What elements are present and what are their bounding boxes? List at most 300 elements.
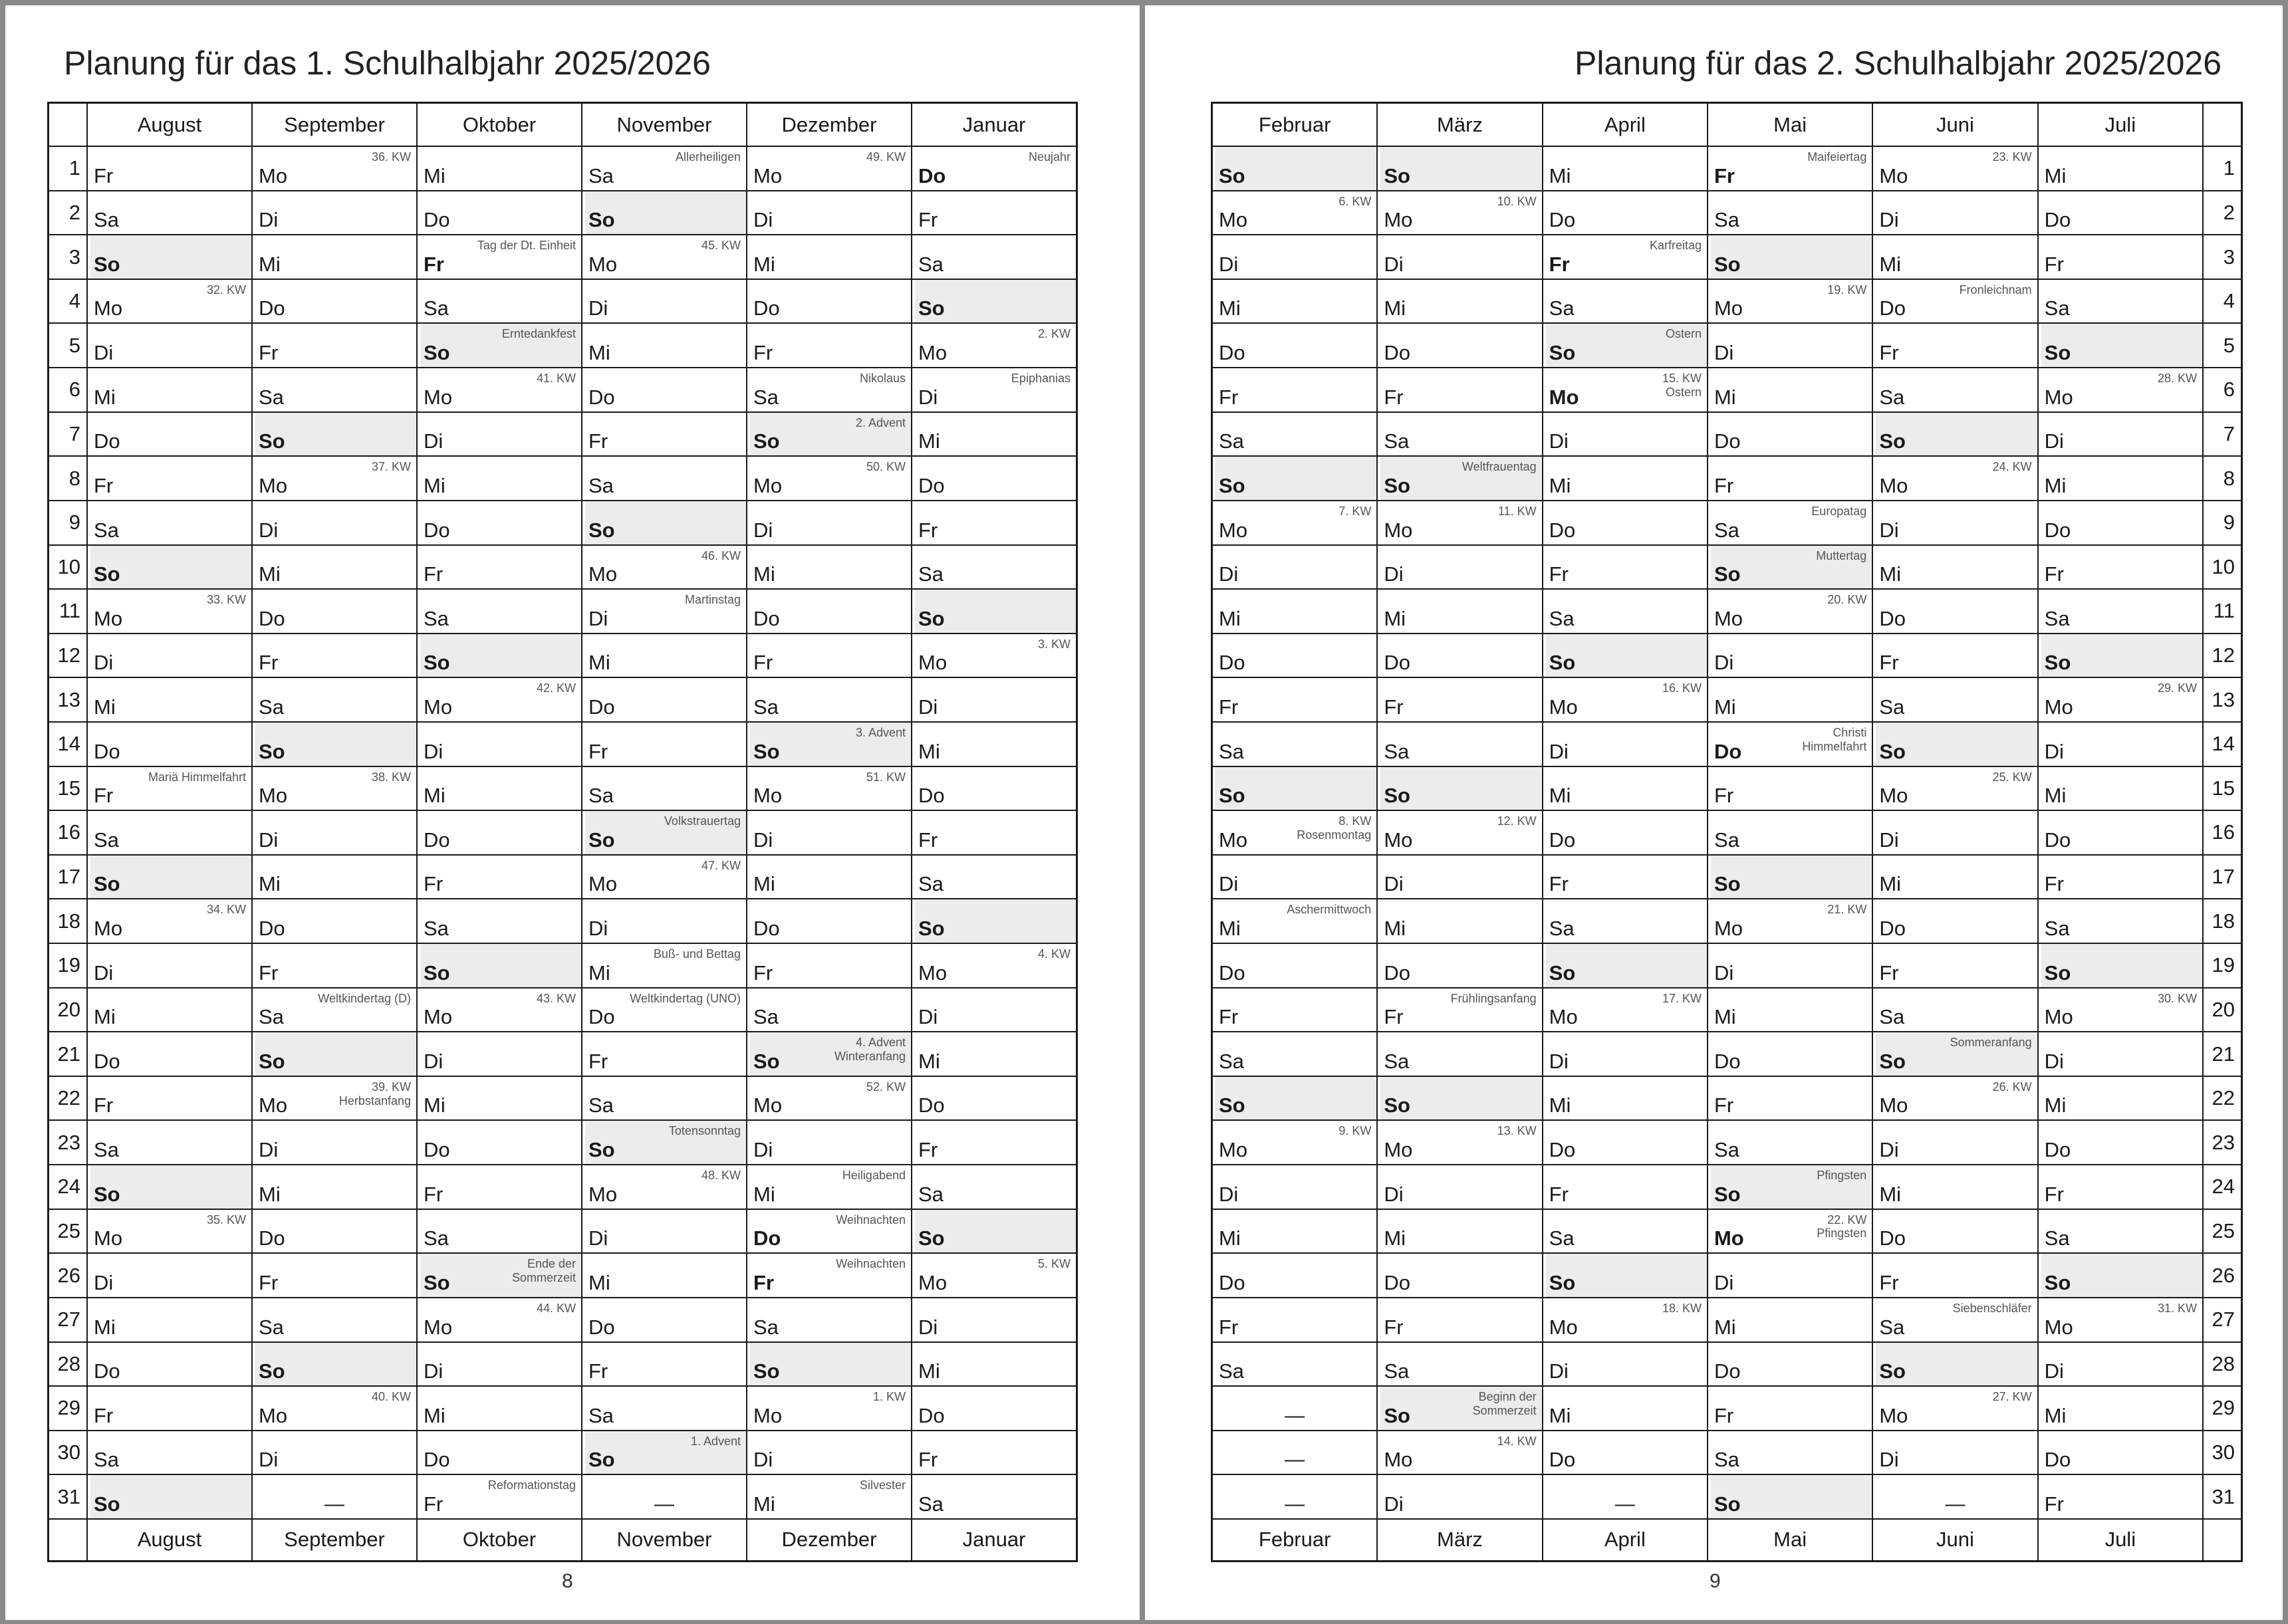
day-cell[interactable] bbox=[88, 324, 251, 367]
day-cell[interactable] bbox=[418, 546, 581, 589]
day-cell[interactable] bbox=[582, 1165, 746, 1209]
day-cell[interactable] bbox=[582, 899, 746, 943]
day-cell[interactable] bbox=[1708, 280, 1872, 323]
day-cell[interactable] bbox=[1378, 988, 1541, 1032]
day-cell[interactable] bbox=[747, 767, 911, 810]
day-cell[interactable] bbox=[1543, 235, 1707, 279]
day-cell[interactable] bbox=[747, 590, 911, 633]
day-cell[interactable] bbox=[1378, 590, 1541, 633]
day-cell[interactable] bbox=[2039, 1121, 2202, 1164]
day-cell[interactable] bbox=[582, 191, 746, 235]
day-cell[interactable] bbox=[88, 1077, 251, 1120]
day-cell[interactable] bbox=[1873, 1387, 2037, 1430]
day-cell[interactable] bbox=[418, 280, 581, 323]
day-cell[interactable] bbox=[1543, 811, 1707, 854]
day-cell[interactable] bbox=[912, 899, 1076, 943]
day-cell[interactable] bbox=[1378, 191, 1541, 235]
day-cell[interactable] bbox=[253, 988, 416, 1032]
day-cell[interactable] bbox=[747, 546, 911, 589]
day-cell[interactable] bbox=[1378, 856, 1541, 899]
day-cell[interactable] bbox=[912, 590, 1076, 633]
day-cell[interactable] bbox=[912, 1077, 1076, 1120]
day-cell[interactable] bbox=[1213, 501, 1376, 544]
day-cell[interactable] bbox=[747, 1210, 911, 1253]
day-cell[interactable] bbox=[1378, 147, 1541, 190]
day-cell[interactable] bbox=[1708, 678, 1872, 721]
day-cell[interactable] bbox=[1378, 235, 1541, 279]
day-cell[interactable] bbox=[418, 501, 581, 544]
day-cell[interactable] bbox=[1378, 457, 1541, 500]
day-cell[interactable] bbox=[747, 368, 911, 411]
day-cell[interactable] bbox=[1708, 1165, 1872, 1209]
day-cell[interactable] bbox=[1213, 1298, 1376, 1341]
day-cell[interactable] bbox=[1873, 678, 2037, 721]
day-cell[interactable] bbox=[582, 678, 746, 721]
day-cell[interactable] bbox=[1213, 1431, 1376, 1474]
day-cell[interactable] bbox=[747, 457, 911, 500]
day-cell[interactable] bbox=[912, 1254, 1076, 1297]
day-cell[interactable] bbox=[1378, 1121, 1541, 1164]
day-cell[interactable] bbox=[912, 457, 1076, 500]
day-cell[interactable] bbox=[2039, 678, 2202, 721]
day-cell[interactable] bbox=[1543, 899, 1707, 943]
day-cell[interactable] bbox=[2039, 1254, 2202, 1297]
day-cell[interactable] bbox=[1873, 811, 2037, 854]
day-cell[interactable] bbox=[1708, 1210, 1872, 1253]
day-cell[interactable] bbox=[253, 1210, 416, 1253]
day-cell[interactable] bbox=[2039, 1165, 2202, 1209]
day-cell[interactable] bbox=[1213, 546, 1376, 589]
day-cell[interactable] bbox=[912, 723, 1076, 766]
day-cell[interactable] bbox=[2039, 1210, 2202, 1253]
day-cell[interactable] bbox=[2039, 856, 2202, 899]
day-cell[interactable] bbox=[1873, 723, 2037, 766]
day-cell[interactable] bbox=[88, 944, 251, 987]
day-cell[interactable] bbox=[1873, 1431, 2037, 1474]
day-cell[interactable] bbox=[1873, 501, 2037, 544]
day-cell[interactable] bbox=[912, 191, 1076, 235]
day-cell[interactable] bbox=[747, 1475, 911, 1518]
day-cell[interactable] bbox=[582, 1431, 746, 1474]
day-cell[interactable] bbox=[912, 1210, 1076, 1253]
day-cell[interactable] bbox=[912, 546, 1076, 589]
day-cell[interactable] bbox=[582, 1343, 746, 1386]
day-cell[interactable] bbox=[912, 1165, 1076, 1209]
day-cell[interactable] bbox=[747, 501, 911, 544]
day-cell[interactable] bbox=[88, 457, 251, 500]
day-cell[interactable] bbox=[253, 1298, 416, 1341]
day-cell[interactable] bbox=[2039, 634, 2202, 677]
day-cell[interactable] bbox=[582, 546, 746, 589]
day-cell[interactable] bbox=[912, 147, 1076, 190]
day-cell[interactable] bbox=[88, 280, 251, 323]
day-cell[interactable] bbox=[582, 280, 746, 323]
day-cell[interactable] bbox=[418, 324, 581, 367]
day-cell[interactable] bbox=[1873, 988, 2037, 1032]
day-cell[interactable] bbox=[253, 235, 416, 279]
day-cell[interactable] bbox=[582, 634, 746, 677]
day-cell[interactable] bbox=[418, 634, 581, 677]
day-cell[interactable] bbox=[2039, 191, 2202, 235]
day-cell[interactable] bbox=[418, 1121, 581, 1164]
day-cell[interactable] bbox=[1708, 811, 1872, 854]
day-cell[interactable] bbox=[1708, 501, 1872, 544]
day-cell[interactable] bbox=[418, 1077, 581, 1120]
day-cell[interactable] bbox=[582, 723, 746, 766]
day-cell[interactable] bbox=[1873, 147, 2037, 190]
day-cell[interactable] bbox=[1543, 1121, 1707, 1164]
day-cell[interactable] bbox=[747, 191, 911, 235]
day-cell[interactable] bbox=[1708, 944, 1872, 987]
day-cell[interactable] bbox=[253, 324, 416, 367]
day-cell[interactable] bbox=[1378, 324, 1541, 367]
day-cell[interactable] bbox=[1873, 767, 2037, 810]
day-cell[interactable] bbox=[2039, 1431, 2202, 1474]
day-cell[interactable] bbox=[582, 1387, 746, 1430]
day-cell[interactable] bbox=[253, 678, 416, 721]
day-cell[interactable] bbox=[1378, 501, 1541, 544]
day-cell[interactable] bbox=[1708, 147, 1872, 190]
day-cell[interactable] bbox=[1213, 1165, 1376, 1209]
day-cell[interactable] bbox=[88, 1298, 251, 1341]
day-cell[interactable] bbox=[88, 1032, 251, 1076]
day-cell[interactable] bbox=[418, 147, 581, 190]
day-cell[interactable] bbox=[1543, 723, 1707, 766]
day-cell[interactable] bbox=[418, 1387, 581, 1430]
day-cell[interactable] bbox=[1543, 413, 1707, 456]
day-cell[interactable] bbox=[1543, 590, 1707, 633]
day-cell[interactable] bbox=[747, 1121, 911, 1164]
day-cell[interactable] bbox=[88, 811, 251, 854]
day-cell[interactable] bbox=[1873, 324, 2037, 367]
day-cell[interactable] bbox=[253, 1343, 416, 1386]
day-cell[interactable] bbox=[1378, 678, 1541, 721]
day-cell[interactable] bbox=[582, 413, 746, 456]
day-cell[interactable] bbox=[88, 1431, 251, 1474]
day-cell[interactable] bbox=[1213, 1032, 1376, 1076]
day-cell[interactable] bbox=[1213, 191, 1376, 235]
day-cell[interactable] bbox=[1213, 147, 1376, 190]
day-cell[interactable] bbox=[418, 413, 581, 456]
day-cell[interactable] bbox=[1378, 1254, 1541, 1297]
day-cell[interactable] bbox=[912, 1032, 1076, 1076]
day-cell[interactable] bbox=[253, 767, 416, 810]
day-cell[interactable] bbox=[1213, 1210, 1376, 1253]
day-cell[interactable] bbox=[1213, 678, 1376, 721]
day-cell[interactable] bbox=[253, 1254, 416, 1297]
day-cell[interactable] bbox=[88, 1475, 251, 1518]
day-cell[interactable] bbox=[418, 590, 581, 633]
day-cell[interactable] bbox=[88, 590, 251, 633]
day-cell[interactable] bbox=[418, 767, 581, 810]
day-cell[interactable] bbox=[582, 856, 746, 899]
day-cell[interactable] bbox=[1708, 1298, 1872, 1341]
day-cell[interactable] bbox=[1873, 1032, 2037, 1076]
day-cell[interactable] bbox=[88, 1254, 251, 1297]
day-cell[interactable] bbox=[2039, 1032, 2202, 1076]
day-cell[interactable] bbox=[747, 1165, 911, 1209]
day-cell[interactable] bbox=[418, 856, 581, 899]
day-cell[interactable] bbox=[1378, 1298, 1541, 1341]
day-cell[interactable] bbox=[1708, 1254, 1872, 1297]
day-cell[interactable] bbox=[912, 1475, 1076, 1518]
day-cell[interactable] bbox=[1543, 1077, 1707, 1120]
day-cell[interactable] bbox=[253, 856, 416, 899]
day-cell[interactable] bbox=[1873, 1121, 2037, 1164]
day-cell[interactable] bbox=[582, 501, 746, 544]
day-cell[interactable] bbox=[582, 944, 746, 987]
day-cell[interactable] bbox=[88, 678, 251, 721]
day-cell[interactable] bbox=[1378, 1165, 1541, 1209]
day-cell[interactable] bbox=[418, 457, 581, 500]
day-cell[interactable] bbox=[1543, 1387, 1707, 1430]
day-cell[interactable] bbox=[747, 856, 911, 899]
day-cell[interactable] bbox=[418, 1431, 581, 1474]
day-cell[interactable] bbox=[1378, 280, 1541, 323]
day-cell[interactable] bbox=[1378, 413, 1541, 456]
day-cell[interactable] bbox=[1543, 634, 1707, 677]
day-cell[interactable] bbox=[1708, 1475, 1872, 1518]
day-cell[interactable] bbox=[88, 368, 251, 411]
day-cell[interactable] bbox=[253, 590, 416, 633]
day-cell[interactable] bbox=[1378, 1387, 1541, 1430]
day-cell[interactable] bbox=[2039, 590, 2202, 633]
day-cell[interactable] bbox=[88, 1121, 251, 1164]
day-cell[interactable] bbox=[1543, 191, 1707, 235]
day-cell[interactable] bbox=[1873, 1165, 2037, 1209]
day-cell[interactable] bbox=[582, 235, 746, 279]
day-cell[interactable] bbox=[912, 988, 1076, 1032]
day-cell[interactable] bbox=[747, 723, 911, 766]
day-cell[interactable] bbox=[747, 811, 911, 854]
day-cell[interactable] bbox=[1213, 1475, 1376, 1518]
day-cell[interactable] bbox=[1873, 191, 2037, 235]
day-cell[interactable] bbox=[747, 280, 911, 323]
day-cell[interactable] bbox=[2039, 723, 2202, 766]
day-cell[interactable] bbox=[1708, 590, 1872, 633]
day-cell[interactable] bbox=[1873, 546, 2037, 589]
day-cell[interactable] bbox=[582, 324, 746, 367]
day-cell[interactable] bbox=[582, 368, 746, 411]
day-cell[interactable] bbox=[253, 457, 416, 500]
day-cell[interactable] bbox=[253, 634, 416, 677]
day-cell[interactable] bbox=[1543, 1475, 1707, 1518]
day-cell[interactable] bbox=[1543, 457, 1707, 500]
day-cell[interactable] bbox=[1378, 1032, 1541, 1076]
day-cell[interactable] bbox=[582, 1077, 746, 1120]
day-cell[interactable] bbox=[582, 1254, 746, 1297]
day-cell[interactable] bbox=[1873, 1077, 2037, 1120]
day-cell[interactable] bbox=[418, 1210, 581, 1253]
day-cell[interactable] bbox=[1543, 1254, 1707, 1297]
day-cell[interactable] bbox=[1213, 856, 1376, 899]
day-cell[interactable] bbox=[2039, 147, 2202, 190]
day-cell[interactable] bbox=[2039, 944, 2202, 987]
day-cell[interactable] bbox=[1708, 1387, 1872, 1430]
day-cell[interactable] bbox=[88, 767, 251, 810]
day-cell[interactable] bbox=[1213, 235, 1376, 279]
day-cell[interactable] bbox=[88, 988, 251, 1032]
day-cell[interactable] bbox=[1708, 1121, 1872, 1164]
day-cell[interactable] bbox=[582, 590, 746, 633]
day-cell[interactable] bbox=[1213, 899, 1376, 943]
day-cell[interactable] bbox=[747, 147, 911, 190]
day-cell[interactable] bbox=[1213, 368, 1376, 411]
day-cell[interactable] bbox=[1543, 1431, 1707, 1474]
day-cell[interactable] bbox=[253, 368, 416, 411]
day-cell[interactable] bbox=[418, 235, 581, 279]
day-cell[interactable] bbox=[747, 1298, 911, 1341]
day-cell[interactable] bbox=[253, 899, 416, 943]
day-cell[interactable] bbox=[1543, 944, 1707, 987]
day-cell[interactable] bbox=[1708, 899, 1872, 943]
day-cell[interactable] bbox=[1213, 767, 1376, 810]
day-cell[interactable] bbox=[1378, 767, 1541, 810]
day-cell[interactable] bbox=[88, 191, 251, 235]
day-cell[interactable] bbox=[253, 723, 416, 766]
day-cell[interactable] bbox=[418, 1298, 581, 1341]
day-cell[interactable] bbox=[1543, 1165, 1707, 1209]
day-cell[interactable] bbox=[253, 546, 416, 589]
day-cell[interactable] bbox=[1708, 235, 1872, 279]
day-cell[interactable] bbox=[1213, 457, 1376, 500]
day-cell[interactable] bbox=[88, 1343, 251, 1386]
day-cell[interactable] bbox=[747, 1032, 911, 1076]
day-cell[interactable] bbox=[88, 634, 251, 677]
day-cell[interactable] bbox=[1873, 590, 2037, 633]
day-cell[interactable] bbox=[1378, 1431, 1541, 1474]
day-cell[interactable] bbox=[1873, 413, 2037, 456]
day-cell[interactable] bbox=[912, 501, 1076, 544]
day-cell[interactable] bbox=[1543, 988, 1707, 1032]
day-cell[interactable] bbox=[1213, 1387, 1376, 1430]
day-cell[interactable] bbox=[1213, 413, 1376, 456]
day-cell[interactable] bbox=[747, 1077, 911, 1120]
day-cell[interactable] bbox=[1708, 324, 1872, 367]
day-cell[interactable] bbox=[253, 1475, 416, 1518]
day-cell[interactable] bbox=[747, 899, 911, 943]
day-cell[interactable] bbox=[1873, 1298, 2037, 1341]
day-cell[interactable] bbox=[912, 235, 1076, 279]
day-cell[interactable] bbox=[1378, 811, 1541, 854]
day-cell[interactable] bbox=[912, 678, 1076, 721]
day-cell[interactable] bbox=[912, 413, 1076, 456]
day-cell[interactable] bbox=[1708, 1077, 1872, 1120]
day-cell[interactable] bbox=[2039, 988, 2202, 1032]
day-cell[interactable] bbox=[912, 1431, 1076, 1474]
day-cell[interactable] bbox=[1873, 1343, 2037, 1386]
day-cell[interactable] bbox=[1543, 767, 1707, 810]
day-cell[interactable] bbox=[747, 634, 911, 677]
day-cell[interactable] bbox=[582, 1032, 746, 1076]
day-cell[interactable] bbox=[418, 899, 581, 943]
day-cell[interactable] bbox=[912, 767, 1076, 810]
day-cell[interactable] bbox=[1543, 147, 1707, 190]
day-cell[interactable] bbox=[253, 191, 416, 235]
day-cell[interactable] bbox=[253, 413, 416, 456]
day-cell[interactable] bbox=[2039, 235, 2202, 279]
day-cell[interactable] bbox=[912, 280, 1076, 323]
day-cell[interactable] bbox=[582, 811, 746, 854]
day-cell[interactable] bbox=[418, 988, 581, 1032]
day-cell[interactable] bbox=[1708, 191, 1872, 235]
day-cell[interactable] bbox=[253, 1032, 416, 1076]
day-cell[interactable] bbox=[912, 856, 1076, 899]
day-cell[interactable] bbox=[253, 944, 416, 987]
day-cell[interactable] bbox=[1378, 1475, 1541, 1518]
day-cell[interactable] bbox=[1213, 1343, 1376, 1386]
day-cell[interactable] bbox=[418, 191, 581, 235]
day-cell[interactable] bbox=[1213, 280, 1376, 323]
day-cell[interactable] bbox=[1213, 1254, 1376, 1297]
day-cell[interactable] bbox=[1708, 856, 1872, 899]
day-cell[interactable] bbox=[747, 988, 911, 1032]
day-cell[interactable] bbox=[88, 147, 251, 190]
day-cell[interactable] bbox=[1708, 1431, 1872, 1474]
day-cell[interactable] bbox=[1543, 280, 1707, 323]
day-cell[interactable] bbox=[2039, 546, 2202, 589]
day-cell[interactable] bbox=[1543, 1343, 1707, 1386]
day-cell[interactable] bbox=[253, 1165, 416, 1209]
day-cell[interactable] bbox=[582, 1298, 746, 1341]
day-cell[interactable] bbox=[418, 1032, 581, 1076]
day-cell[interactable] bbox=[747, 944, 911, 987]
day-cell[interactable] bbox=[582, 767, 746, 810]
day-cell[interactable] bbox=[88, 723, 251, 766]
day-cell[interactable] bbox=[1708, 1343, 1872, 1386]
day-cell[interactable] bbox=[912, 811, 1076, 854]
day-cell[interactable] bbox=[1378, 634, 1541, 677]
day-cell[interactable] bbox=[1378, 546, 1541, 589]
day-cell[interactable] bbox=[747, 324, 911, 367]
day-cell[interactable] bbox=[1378, 368, 1541, 411]
day-cell[interactable] bbox=[418, 723, 581, 766]
day-cell[interactable] bbox=[2039, 1387, 2202, 1430]
day-cell[interactable] bbox=[2039, 457, 2202, 500]
day-cell[interactable] bbox=[88, 413, 251, 456]
day-cell[interactable] bbox=[582, 1475, 746, 1518]
day-cell[interactable] bbox=[2039, 1077, 2202, 1120]
day-cell[interactable] bbox=[418, 1475, 581, 1518]
day-cell[interactable] bbox=[747, 235, 911, 279]
day-cell[interactable] bbox=[1378, 1343, 1541, 1386]
day-cell[interactable] bbox=[1708, 457, 1872, 500]
day-cell[interactable] bbox=[418, 1343, 581, 1386]
day-cell[interactable] bbox=[2039, 1298, 2202, 1341]
day-cell[interactable] bbox=[88, 546, 251, 589]
day-cell[interactable] bbox=[747, 1254, 911, 1297]
day-cell[interactable] bbox=[253, 280, 416, 323]
day-cell[interactable] bbox=[88, 1387, 251, 1430]
day-cell[interactable] bbox=[747, 678, 911, 721]
day-cell[interactable] bbox=[1873, 634, 2037, 677]
day-cell[interactable] bbox=[88, 1210, 251, 1253]
day-cell[interactable] bbox=[418, 678, 581, 721]
day-cell[interactable] bbox=[253, 501, 416, 544]
day-cell[interactable] bbox=[1543, 856, 1707, 899]
day-cell[interactable] bbox=[747, 413, 911, 456]
day-cell[interactable] bbox=[1708, 988, 1872, 1032]
day-cell[interactable] bbox=[418, 944, 581, 987]
day-cell[interactable] bbox=[2039, 501, 2202, 544]
day-cell[interactable] bbox=[1543, 678, 1707, 721]
day-cell[interactable] bbox=[1873, 944, 2037, 987]
day-cell[interactable] bbox=[912, 944, 1076, 987]
day-cell[interactable] bbox=[2039, 899, 2202, 943]
day-cell[interactable] bbox=[1873, 1254, 2037, 1297]
day-cell[interactable] bbox=[253, 1387, 416, 1430]
day-cell[interactable] bbox=[1873, 1475, 2037, 1518]
